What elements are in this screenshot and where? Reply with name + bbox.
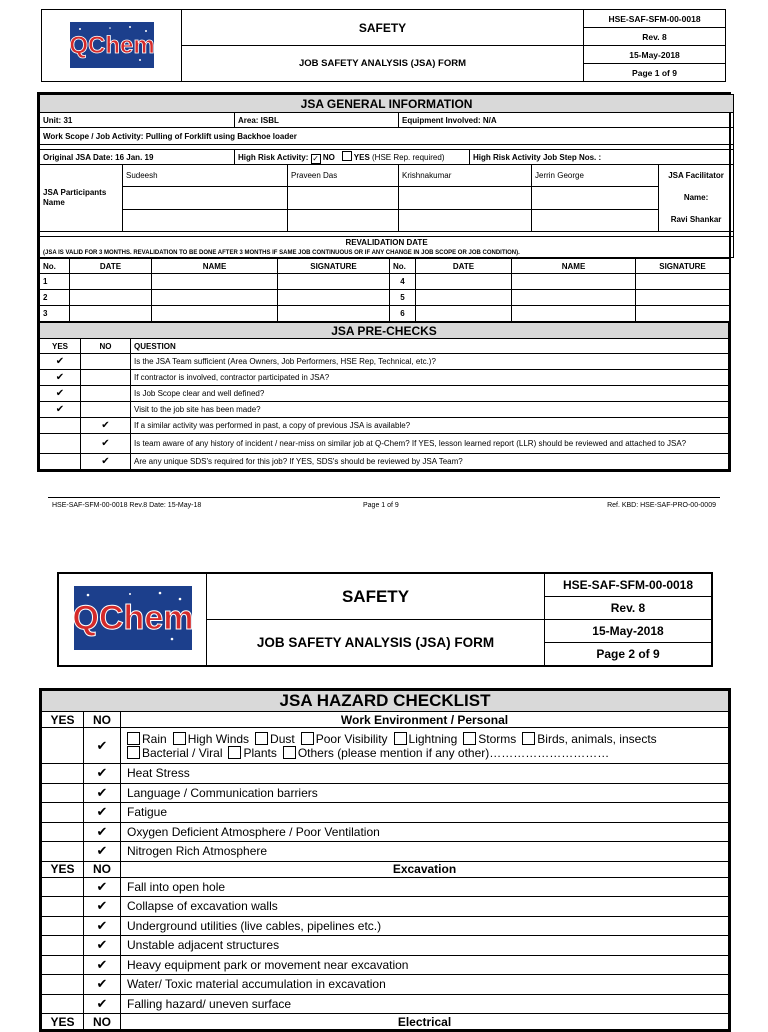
precheck-row [40, 370, 729, 386]
jsa-hazard-checklist [39, 688, 731, 1032]
option-checkbox[interactable] [228, 746, 241, 759]
option-checkbox[interactable] [255, 732, 268, 745]
qchem-logo [70, 22, 154, 68]
participant-cell [399, 209, 532, 231]
hazard-section-title: Electrical [121, 1014, 729, 1030]
participants-label: JSA Participants Name [40, 165, 123, 232]
option-label: Plants [243, 746, 277, 760]
precheck-no-cell[interactable] [81, 370, 131, 386]
reval-no: 3 [40, 306, 70, 322]
hazard-item-row [42, 764, 729, 784]
precheck-yes-cell[interactable]: ✔ [40, 354, 81, 370]
reval-name-cell[interactable] [152, 274, 278, 290]
original-date-field: Original JSA Date: 16 Jan. 19 [40, 150, 235, 165]
reval-no: 5 [390, 290, 416, 306]
option-label: Rain [142, 732, 167, 746]
hazard-item: Falling hazard/ uneven surface [121, 994, 729, 1014]
option-checkbox[interactable] [173, 732, 186, 745]
hazard-option [463, 732, 516, 746]
hazard-yes-header: YES [42, 1014, 84, 1030]
form-name: JOB SAFETY ANALYSIS (JSA) FORM [182, 46, 584, 82]
reval-signature-cell[interactable] [636, 306, 730, 322]
option-checkbox[interactable] [283, 746, 296, 759]
hazard-yes-cell[interactable] [42, 916, 84, 936]
option-label: Lightning [408, 732, 458, 746]
hazard-no-header: NO [84, 1014, 121, 1030]
option-label: Others (please mention if any other)………………………… [297, 746, 610, 760]
revalidation-note: (JSA IS VALID FOR 3 MONTHS. REVALIDATION TO BE DONE AFTER 3 MONTHS IF SAME JOB CONTINUOUS OR IF ANY CHANGE IN JOB SCOPE OR JOB CONDITION). [40, 248, 734, 258]
prechecks-title: JSA PRE-CHECKS [40, 323, 729, 339]
reval-signature-cell[interactable] [278, 290, 390, 306]
hazard-options-row [42, 728, 729, 764]
hazard-yes-cell[interactable] [42, 975, 84, 995]
precheck-yes-cell[interactable]: ✔ [40, 386, 81, 402]
option-checkbox[interactable] [394, 732, 407, 745]
reval-header-no: No. [40, 259, 70, 274]
reval-header-no: No. [390, 259, 416, 274]
hazard-item-row [42, 975, 729, 995]
precheck-question: If contractor is involved, contractor participated in JSA? [131, 370, 729, 386]
high-risk-label: High Risk Activity: [238, 152, 309, 162]
hazard-yes-header: YES [42, 712, 84, 728]
hazard-no-cell[interactable]: ✔ [84, 955, 121, 975]
header-title: SAFETY [207, 573, 545, 620]
reval-header-date: DATE [416, 259, 512, 274]
precheck-header-question: QUESTION [131, 339, 729, 354]
precheck-question: Visit to the job site has been made? [131, 402, 729, 418]
hazard-option [255, 732, 295, 746]
reval-date-cell[interactable] [70, 290, 152, 306]
page2-header [57, 572, 713, 667]
footer-doc-ref: HSE-SAF-SFM-00-0018 Rev.8 Date: 15-May-18 [52, 502, 202, 509]
form-name: JOB SAFETY ANALYSIS (JSA) FORM [207, 620, 545, 667]
participant-cell [288, 187, 399, 209]
hazard-no-cell[interactable]: ✔ [84, 877, 121, 897]
participant-cell [399, 187, 532, 209]
issue-date: 15-May-2018 [545, 620, 713, 643]
hazard-option [283, 746, 609, 760]
option-checkbox[interactable] [301, 732, 314, 745]
hazard-item-row [42, 936, 729, 956]
high-risk-no-label: NO [322, 152, 335, 162]
option-checkbox[interactable] [127, 732, 140, 745]
hazard-section-title: Work Environment / Personal [121, 712, 729, 728]
high-risk-no-checkbox[interactable]: ✓ [312, 153, 319, 163]
hazard-item-row [42, 916, 729, 936]
reval-name-cell[interactable] [152, 290, 278, 306]
reval-date-cell[interactable] [416, 290, 512, 306]
precheck-header-yes: YES [40, 339, 81, 354]
hazard-option [301, 732, 388, 746]
hazard-yes-cell[interactable] [42, 994, 84, 1014]
option-checkbox[interactable] [522, 732, 535, 745]
precheck-question: Are any unique SDS's required for this job? If YES, SDS's should be reviewed by JSA Team? [131, 454, 729, 470]
facilitator-name: Ravi Shankar [670, 215, 722, 224]
hazard-item: Heavy equipment park or movement near excavation [121, 955, 729, 975]
hazard-no-cell[interactable]: ✔ [84, 803, 121, 823]
hazard-no-cell[interactable]: ✔ [84, 975, 121, 995]
reval-header-name: NAME [512, 259, 636, 274]
high-risk-yes-checkbox[interactable] [342, 151, 352, 161]
precheck-question: If a similar activity was performed in past, a copy of previous JSA is available? [131, 418, 729, 434]
option-label: High Winds [187, 732, 250, 746]
precheck-row [40, 386, 729, 402]
doc-number: HSE-SAF-SFM-00-0018 [584, 10, 726, 28]
hazard-rows [42, 712, 729, 1030]
area-field: Area: ISBL [235, 113, 399, 128]
precheck-no-cell[interactable] [81, 354, 131, 370]
reval-name-cell[interactable] [152, 306, 278, 322]
jsa-general-info [37, 92, 731, 472]
hazard-yes-cell[interactable] [42, 822, 84, 842]
reval-date-cell[interactable] [416, 306, 512, 322]
precheck-header-no: NO [81, 339, 131, 354]
revision: Rev. 8 [545, 597, 713, 620]
facilitator-cell [659, 165, 734, 232]
reval-signature-cell[interactable] [278, 306, 390, 322]
hazard-item: Underground utilities (live cables, pipelines etc.) [121, 916, 729, 936]
page-number: Page 1 of 9 [584, 64, 726, 82]
prechecks-table [39, 322, 729, 470]
hazard-item-row [42, 783, 729, 803]
hazard-item-row [42, 994, 729, 1014]
option-label: Bacterial / Viral [142, 746, 223, 760]
hazard-item-row [42, 897, 729, 917]
logo-text: QChem [69, 31, 154, 59]
high-risk-yes-label: YES [353, 152, 370, 162]
hazard-no-cell[interactable]: ✔ [84, 822, 121, 842]
equipment-field: Equipment Involved: N/A [399, 113, 734, 128]
hazard-no-cell[interactable]: ✔ [84, 728, 121, 764]
hazard-section-title: Excavation [121, 861, 729, 877]
revalidation-table [39, 258, 730, 322]
hazard-option [394, 732, 458, 746]
hazard-item-row [42, 955, 729, 975]
hazard-yes-cell[interactable] [42, 803, 84, 823]
option-label: Storms [478, 732, 517, 746]
revision: Rev. 8 [584, 28, 726, 46]
reval-name-cell[interactable] [512, 274, 636, 290]
doc-number: HSE-SAF-SFM-00-0018 [545, 573, 713, 597]
hazard-item: Oxygen Deficient Atmosphere / Poor Ventilation [121, 822, 729, 842]
reval-row [40, 290, 730, 306]
revalidation-title: REVALIDATION DATE [40, 237, 734, 249]
footer-page: Page 1 of 9 [363, 502, 399, 509]
participant-cell [532, 209, 659, 231]
hazard-option [127, 732, 167, 746]
precheck-row [40, 402, 729, 418]
precheck-no-cell[interactable]: ✔ [81, 434, 131, 454]
hazard-no-header: NO [84, 712, 121, 728]
hazard-no-cell[interactable]: ✔ [84, 897, 121, 917]
hazard-yes-cell[interactable] [42, 783, 84, 803]
hazard-yes-header: YES [42, 861, 84, 877]
participant-cell [123, 187, 288, 209]
reval-no: 4 [390, 274, 416, 290]
hazard-section-header [42, 861, 729, 877]
precheck-no-cell[interactable]: ✔ [81, 418, 131, 434]
hazard-yes-cell[interactable] [42, 877, 84, 897]
hazard-item: Language / Communication barriers [121, 783, 729, 803]
participant-cell [288, 209, 399, 231]
header-title: SAFETY [182, 10, 584, 46]
work-scope-field: Work Scope / Job Activity: Pulling of Forklift using Backhoe loader [40, 128, 734, 145]
precheck-yes-cell[interactable] [40, 434, 81, 454]
hazard-no-cell[interactable]: ✔ [84, 916, 121, 936]
participant-2: Praveen Das [288, 165, 399, 187]
reval-date-cell[interactable] [70, 306, 152, 322]
precheck-no-cell[interactable] [81, 386, 131, 402]
hazard-item: Nitrogen Rich Atmosphere [121, 842, 729, 862]
hazard-yes-cell[interactable] [42, 897, 84, 917]
facilitator-label: JSA Facilitator Name: [668, 171, 724, 202]
high-risk-yes-note: (HSE Rep. required) [372, 152, 445, 162]
participant-cell [123, 209, 288, 231]
reval-no: 6 [390, 306, 416, 322]
reval-signature-cell[interactable] [636, 274, 730, 290]
general-info-title: JSA GENERAL INFORMATION [40, 95, 734, 113]
page-footer [48, 497, 720, 509]
hazard-item-row [42, 842, 729, 862]
qchem-logo [74, 586, 192, 650]
logo-text: QChem [73, 599, 192, 637]
company-logo-cell [58, 573, 207, 666]
reval-signature-cell[interactable] [636, 290, 730, 306]
hazard-item: Unstable adjacent structures [121, 936, 729, 956]
hazard-no-cell[interactable]: ✔ [84, 842, 121, 862]
option-checkbox[interactable] [463, 732, 476, 745]
hazard-section-header [42, 1014, 729, 1030]
page1-header [41, 9, 726, 82]
precheck-row [40, 354, 729, 370]
hazard-no-cell[interactable]: ✔ [84, 936, 121, 956]
precheck-no-cell[interactable] [81, 402, 131, 418]
participant-1: Sudeesh [123, 165, 288, 187]
precheck-no-cell[interactable]: ✔ [81, 454, 131, 470]
reval-header-signature: SIGNATURE [278, 259, 390, 274]
precheck-question: Is team aware of any history of incident / near-miss on similar job at Q-Chem? If YES, lesson learned report (LLR) should be reviewed and attached to JSA? [131, 434, 729, 454]
unit-field: Unit: 31 [40, 113, 235, 128]
option-label: Birds, animals, insects [537, 732, 657, 746]
hazard-section-header [42, 712, 729, 728]
precheck-question: Is Job Scope clear and well defined? [131, 386, 729, 402]
hazard-item-row [42, 822, 729, 842]
reval-name-cell[interactable] [512, 290, 636, 306]
hazard-item-row [42, 877, 729, 897]
option-label: Poor Visibility [315, 732, 388, 746]
participant-3: Krishnakumar [399, 165, 532, 187]
job-step-nos-field: High Risk Activity Job Step Nos. : [470, 150, 734, 165]
precheck-yes-cell[interactable]: ✔ [40, 370, 81, 386]
hazard-item: Fatigue [121, 803, 729, 823]
hazard-yes-cell[interactable] [42, 936, 84, 956]
precheck-yes-cell[interactable]: ✔ [40, 402, 81, 418]
precheck-yes-cell[interactable] [40, 418, 81, 434]
reval-header-signature: SIGNATURE [636, 259, 730, 274]
hazard-option [522, 732, 656, 746]
option-label: Dust [270, 732, 295, 746]
precheck-row [40, 418, 729, 434]
hazard-item: Heat Stress [121, 764, 729, 784]
reval-name-cell[interactable] [512, 306, 636, 322]
hazard-yes-cell[interactable] [42, 728, 84, 764]
issue-date: 15-May-2018 [584, 46, 726, 64]
hazard-item: Water/ Toxic material accumulation in excavation [121, 975, 729, 995]
hazard-no-header: NO [84, 861, 121, 877]
participant-cell [532, 187, 659, 209]
company-logo-cell [42, 10, 182, 82]
precheck-row [40, 434, 729, 454]
reval-signature-cell[interactable] [278, 274, 390, 290]
reval-date-cell[interactable] [70, 274, 152, 290]
precheck-row [40, 454, 729, 470]
participant-4: Jerrin George [532, 165, 659, 187]
hazard-item: Fall into open hole [121, 877, 729, 897]
hazard-yes-cell[interactable] [42, 842, 84, 862]
hazard-options [121, 728, 729, 764]
reval-row [40, 274, 730, 290]
precheck-yes-cell[interactable] [40, 454, 81, 470]
reval-date-cell[interactable] [416, 274, 512, 290]
hazard-option [228, 746, 276, 760]
hazard-checklist-title: JSA HAZARD CHECKLIST [42, 691, 729, 712]
hazard-yes-cell[interactable] [42, 955, 84, 975]
page-number: Page 2 of 9 [545, 643, 713, 667]
reval-no: 2 [40, 290, 70, 306]
hazard-no-cell[interactable]: ✔ [84, 783, 121, 803]
hazard-option [173, 732, 249, 746]
hazard-yes-cell[interactable] [42, 764, 84, 784]
option-checkbox[interactable] [127, 746, 140, 759]
reval-header-name: NAME [152, 259, 278, 274]
high-risk-activity-field [235, 150, 470, 165]
precheck-rows [40, 354, 729, 470]
footer-kbd-ref: Ref. KBD: HSE-SAF-PRO-00-0009 [607, 502, 716, 509]
reval-row [40, 306, 730, 322]
reval-no: 1 [40, 274, 70, 290]
hazard-item: Collapse of excavation walls [121, 897, 729, 917]
hazard-no-cell[interactable]: ✔ [84, 764, 121, 784]
hazard-no-cell[interactable]: ✔ [84, 994, 121, 1014]
precheck-question: Is the JSA Team sufficient (Area Owners, Job Performers, HSE Rep, Technical, etc.)? [131, 354, 729, 370]
hazard-option [127, 746, 222, 760]
hazard-item-row [42, 803, 729, 823]
reval-header-date: DATE [70, 259, 152, 274]
